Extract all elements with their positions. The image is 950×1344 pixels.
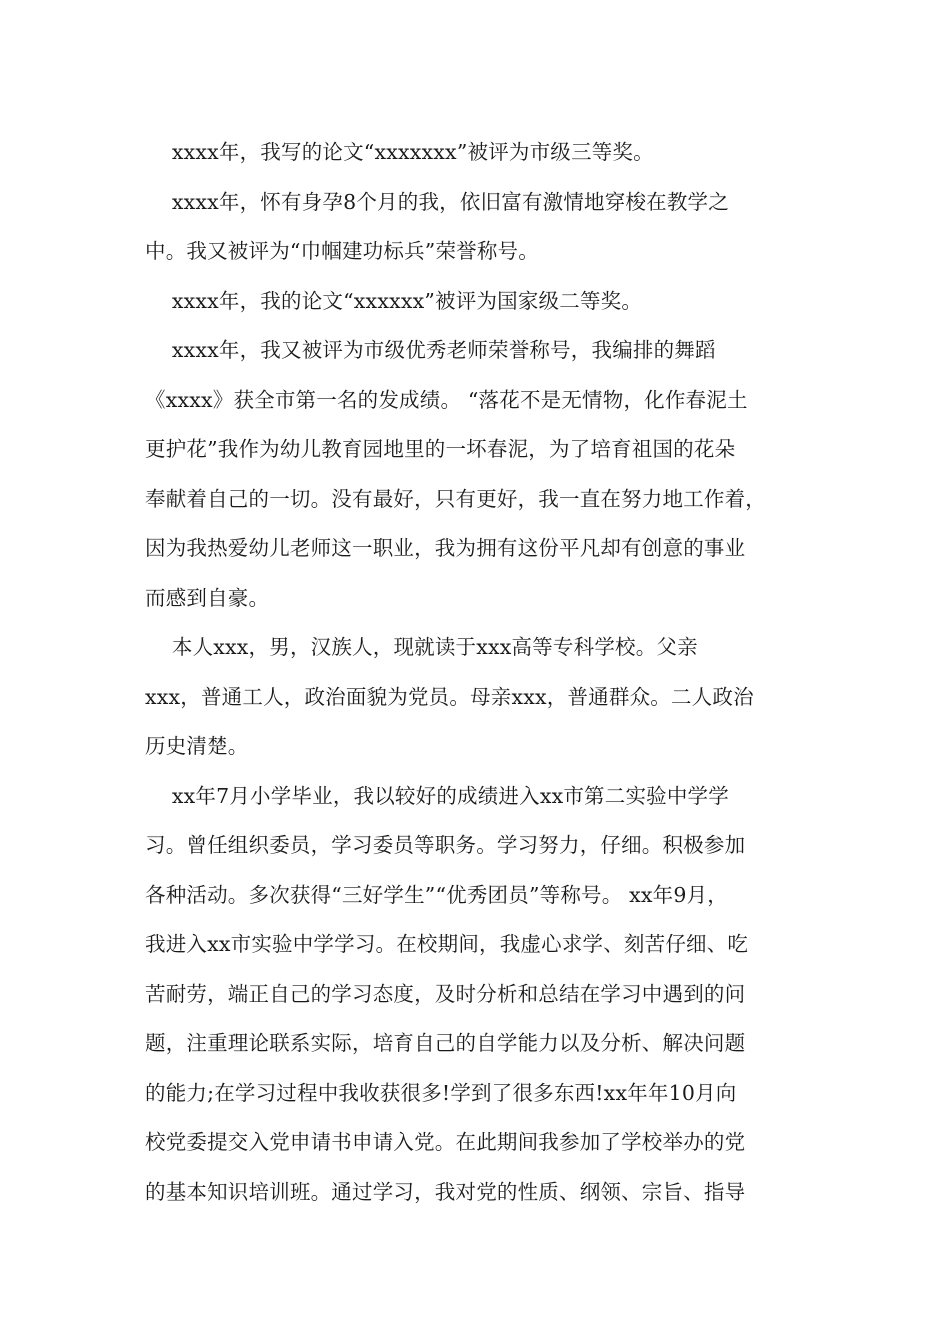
body-text: [145, 128, 825, 1217]
text-line: 各种活动。多次获得“三好学生”“优秀团员”等称号。 xx年9月，: [145, 882, 729, 907]
text-line: 因为我热爱幼儿老师这一职业，我为拥有这份平凡却有创意的事业: [145, 536, 746, 560]
text-line: 中。我又被评为“巾帼建功标兵”荣誉称号。: [145, 239, 539, 263]
text-line: 校党委提交入党申请书申请入党。在此期间我参加了学校举办的党: [145, 1130, 746, 1154]
text-line: 本人xxx，男，汉族人，现就读于xxx高等专科学校。父亲: [145, 635, 698, 659]
text-line: 的基本知识培训班。通过学习，我对党的性质、纲领、宗旨、指导: [145, 1179, 746, 1204]
text-line: 的能力;在学习过程中我收获很多!学到了很多东西!xx年年10月向: [145, 1080, 737, 1105]
text-line: xx年7月小学毕业，我以较好的成绩进入xx市第二实验中学学: [145, 783, 729, 808]
text-line: 题，注重理论联系实际，培育自己的自学能力以及分析、解决问题: [145, 1031, 746, 1055]
text-line: 而感到自豪。: [145, 585, 270, 610]
text-line: 习。曾任组织委员，学习委员等职务。学习努力，仔细。积极参加: [145, 833, 746, 857]
text-line: 我进入xx市实验中学学习。在校期间，我虚心求学、刻苦仔细、吃: [145, 932, 749, 956]
text-line: 奉献着自己的一切。没有最好，只有更好，我一直在努力地工作着，: [145, 486, 766, 511]
text-line: xxx，普通工人，政治面貌为党员。母亲xxx，普通群众。二人政治: [145, 684, 754, 709]
text-line: 更护花”我作为幼儿教育园地里的一坏春泥，为了培育祖国的花朵: [145, 437, 736, 461]
text-line: 苦耐劳，端正自己的学习态度，及时分析和总结在学习中遇到的问: [145, 981, 746, 1006]
text-line: 《xxxx》获全市第一名的发成绩。 “落花不是无情物，化作春泥土: [145, 387, 748, 412]
text-line: xxxx年，我的论文“xxxxxx”被评为国家级二等奖。: [145, 288, 643, 313]
text-line: xxxx年，我写的论文“xxxxxxx”被评为市级三等奖。: [145, 140, 654, 164]
text-line: 历史清楚。: [145, 734, 249, 758]
text-line: xxxx年，我又被评为市级优秀老师荣誉称号，我编排的舞蹈: [145, 338, 716, 362]
text-line: xxxx年，怀有身孕8个月的我，依旧富有激情地穿梭在教学之: [145, 189, 729, 214]
